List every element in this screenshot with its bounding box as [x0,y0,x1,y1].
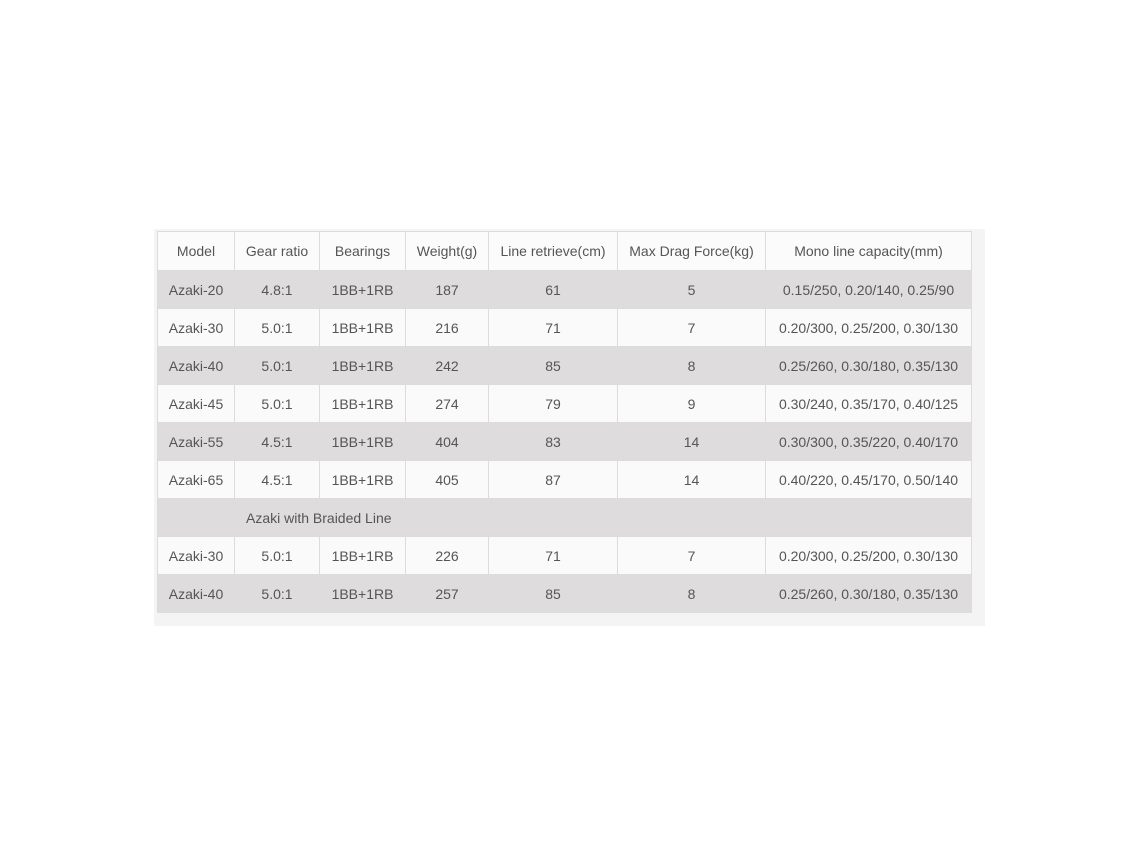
cell-weight: 242 [406,347,489,385]
cell-mono-capacity: 0.15/250, 0.20/140, 0.25/90 [766,271,972,309]
cell-weight: 187 [406,271,489,309]
cell-weight: 404 [406,423,489,461]
header-mono-capacity: Mono line capacity(mm) [766,232,972,271]
cell-mono-capacity: 0.25/260, 0.30/180, 0.35/130 [766,575,972,613]
cell-weight: 226 [406,537,489,575]
table-row [158,347,972,385]
cell-bearings: 1BB+1RB [320,461,406,499]
cell-weight: 405 [406,461,489,499]
cell-weight: 257 [406,575,489,613]
table-row [158,271,972,309]
section-label: Azaki with Braided Line [235,499,972,537]
cell-model: Azaki-30 [158,537,235,575]
cell-max-drag: 5 [618,271,766,309]
cell-gear-ratio: 5.0:1 [235,309,320,347]
cell-model: Azaki-20 [158,271,235,309]
section-row [158,499,972,537]
cell-line-retrieve: 83 [489,423,618,461]
cell-model: Azaki-40 [158,347,235,385]
section-spacer-cell [158,499,235,537]
cell-bearings: 1BB+1RB [320,385,406,423]
cell-max-drag: 9 [618,385,766,423]
cell-gear-ratio: 5.0:1 [235,575,320,613]
cell-bearings: 1BB+1RB [320,575,406,613]
table-row [158,575,972,613]
cell-mono-capacity: 0.30/240, 0.35/170, 0.40/125 [766,385,972,423]
cell-gear-ratio: 4.5:1 [235,423,320,461]
cell-model: Azaki-65 [158,461,235,499]
header-weight: Weight(g) [406,232,489,271]
cell-max-drag: 14 [618,423,766,461]
cell-mono-capacity: 0.40/220, 0.45/170, 0.50/140 [766,461,972,499]
cell-line-retrieve: 87 [489,461,618,499]
table-row [158,309,972,347]
cell-model: Azaki-30 [158,309,235,347]
cell-line-retrieve: 61 [489,271,618,309]
cell-gear-ratio: 5.0:1 [235,347,320,385]
cell-mono-capacity: 0.20/300, 0.25/200, 0.30/130 [766,537,972,575]
cell-gear-ratio: 5.0:1 [235,537,320,575]
cell-max-drag: 14 [618,461,766,499]
cell-bearings: 1BB+1RB [320,347,406,385]
cell-model: Azaki-40 [158,575,235,613]
table-row [158,385,972,423]
cell-gear-ratio: 4.5:1 [235,461,320,499]
spec-table-container [154,229,985,626]
cell-line-retrieve: 79 [489,385,618,423]
cell-max-drag: 8 [618,575,766,613]
header-model: Model [158,232,235,271]
cell-mono-capacity: 0.30/300, 0.35/220, 0.40/170 [766,423,972,461]
cell-line-retrieve: 71 [489,309,618,347]
cell-bearings: 1BB+1RB [320,423,406,461]
cell-line-retrieve: 71 [489,537,618,575]
cell-bearings: 1BB+1RB [320,309,406,347]
header-max-drag: Max Drag Force(kg) [618,232,766,271]
cell-weight: 274 [406,385,489,423]
header-gear-ratio: Gear ratio [235,232,320,271]
spec-table [157,231,972,613]
header-line-retrieve: Line retrieve(cm) [489,232,618,271]
header-row [158,232,972,271]
cell-gear-ratio: 4.8:1 [235,271,320,309]
table-row [158,537,972,575]
cell-mono-capacity: 0.25/260, 0.30/180, 0.35/130 [766,347,972,385]
cell-mono-capacity: 0.20/300, 0.25/200, 0.30/130 [766,309,972,347]
cell-max-drag: 7 [618,537,766,575]
cell-gear-ratio: 5.0:1 [235,385,320,423]
cell-line-retrieve: 85 [489,575,618,613]
cell-max-drag: 7 [618,309,766,347]
cell-model: Azaki-45 [158,385,235,423]
cell-bearings: 1BB+1RB [320,537,406,575]
cell-bearings: 1BB+1RB [320,271,406,309]
cell-weight: 216 [406,309,489,347]
cell-max-drag: 8 [618,347,766,385]
cell-model: Azaki-55 [158,423,235,461]
table-row [158,461,972,499]
cell-line-retrieve: 85 [489,347,618,385]
header-bearings: Bearings [320,232,406,271]
table-row [158,423,972,461]
